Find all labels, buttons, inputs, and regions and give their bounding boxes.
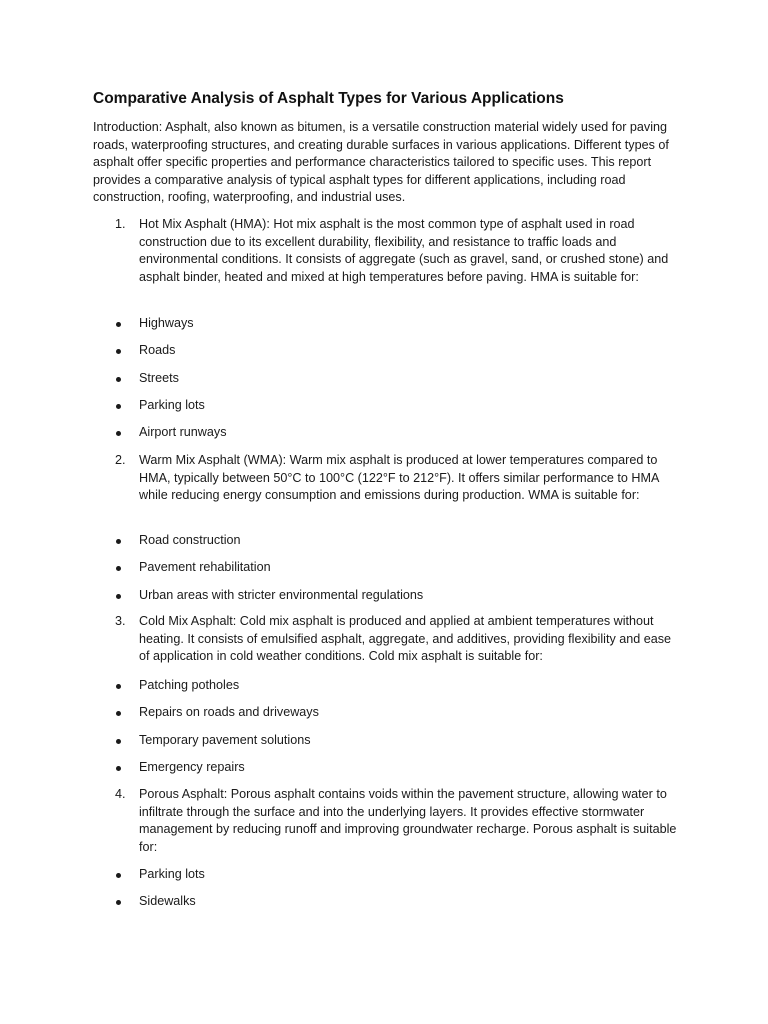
list-item [93,677,683,695]
list-item [93,893,683,911]
list-item-text: Temporary pavement solutions [139,733,311,747]
introduction-paragraph: Introduction: Asphalt, also known as bitumen, is a versatile construction material widely used for paving roads, waterproofing structures, and creating durable surfaces in various applications. Different types of asphalt offer specific properties and performance characteristics tailored to specific uses. This report provides a comparative analysis of typical asphalt types for different applications, including road construction, roofing, waterproofing, and industrial uses. [93,120,669,205]
item-number: 4. [115,787,126,801]
list-item-text: Parking lots [139,867,205,881]
list-item-text: Parking lots [139,398,205,412]
list-item [93,704,683,722]
bullet-icon [116,711,121,716]
item-text: Hot Mix Asphalt (HMA): Hot mix asphalt is the most common type of asphalt used in road construction due to its excellent durability, flexibility, and resistance to traffic loads and environmental conditions. It consists of aggregate (such as gravel, sand, or crushed stone) and asphalt binder, heated and mixed at high temperatures before paving. HMA is suitable for: [139,217,669,284]
list-item [93,866,683,884]
bullet-icon [116,766,121,771]
item-text: Cold Mix Asphalt: Cold mix asphalt is produced and applied at ambient temperatures without heating. It consists of emulsified asphalt, aggregate, and additives, providing flexibility and ease of application in cold weather conditions. Cold mix asphalt is suitable for: [139,614,672,664]
list-item-text: Sidewalks [139,894,196,908]
numbered-item-porous [93,786,683,856]
list-item-text: Highways [139,316,194,330]
list-item [93,559,683,577]
list-item-text: Road construction [139,533,241,547]
list-item-text: Pavement rehabilitation [139,560,271,574]
list-item [93,532,683,550]
list-item [93,315,683,333]
bullet-icon [116,566,121,571]
list-item [93,759,683,777]
list-item-text: Patching potholes [139,678,240,692]
bullet-icon [116,900,121,905]
bullet-icon [116,431,121,436]
bullet-icon [116,349,121,354]
item-number: 1. [115,217,126,231]
list-item-text: Airport runways [139,425,227,439]
bullet-icon [116,873,121,878]
bullet-icon [116,377,121,382]
list-item [93,732,683,750]
item-number: 2. [115,453,126,467]
item-text: Warm Mix Asphalt (WMA): Warm mix asphalt is produced at lower temperatures compared to HMA, typically between 50°C to 100°C (122°F to 212°F). It offers similar performance to HMA while reducing energy consumption and emissions during production. WMA is suitable for: [139,453,659,503]
item-text: Porous Asphalt: Porous asphalt contains voids within the pavement structure, allowing water to infiltrate through the surface and into the underlying layers. It provides effective stormwater management by reducing runoff and improving groundwater recharge. Porous asphalt is suitable for: [139,787,677,854]
list-item [93,587,683,605]
numbered-item-cold-mix [93,613,683,666]
list-item-text: Streets [139,371,179,385]
list-item-text: Repairs on roads and driveways [139,705,319,719]
list-item [93,397,683,415]
bullet-icon [116,322,121,327]
numbered-item-wma [93,452,683,505]
bullet-icon [116,684,121,689]
bullet-icon [116,739,121,744]
numbered-item-hma [93,216,683,286]
item-number: 3. [115,614,126,628]
document-title: Comparative Analysis of Asphalt Types for Various Applications [93,90,564,107]
list-item-text: Roads [139,343,176,357]
list-item [93,342,683,360]
list-item-text: Emergency repairs [139,760,245,774]
list-item [93,370,683,388]
list-item-text: Urban areas with stricter environmental regulations [139,588,424,602]
list-item [93,424,683,442]
bullet-icon [116,404,121,409]
bullet-icon [116,594,121,599]
bullet-icon [116,539,121,544]
